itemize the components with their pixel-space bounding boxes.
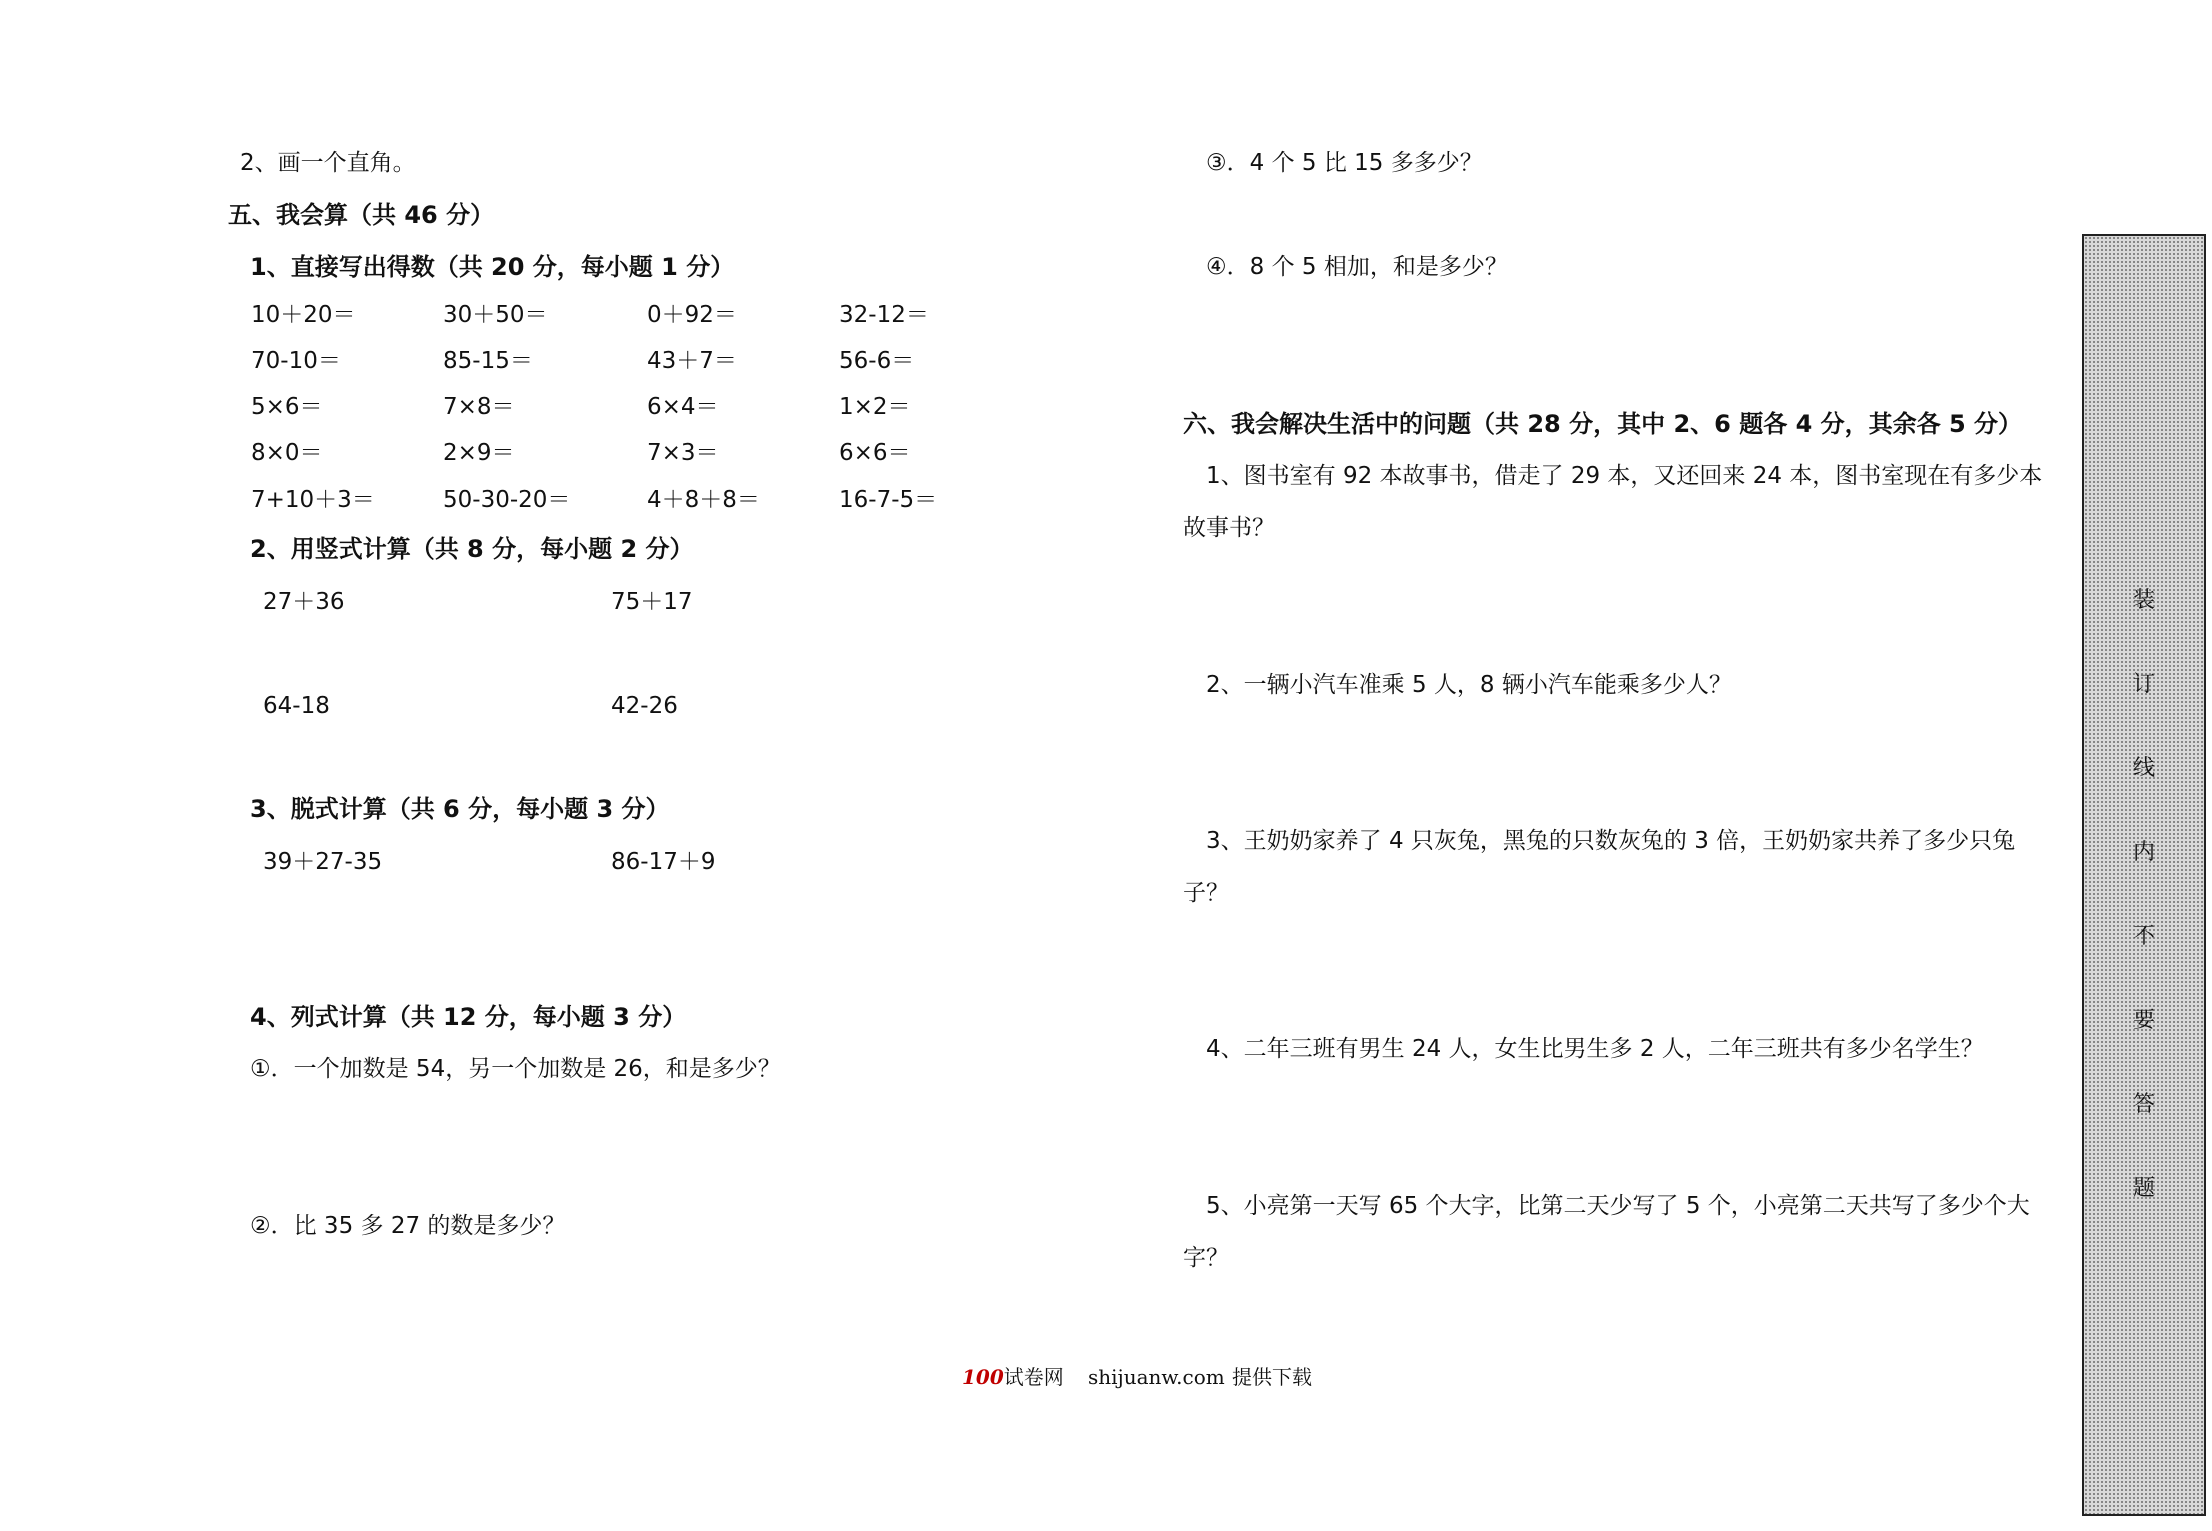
- word-question-2: ②．比 35 多 27 的数是多少？: [250, 1213, 566, 1239]
- oral-item: 85-15＝: [443, 348, 533, 374]
- binding-char: 订: [2132, 672, 2155, 697]
- oral-item: 32-12＝: [839, 302, 929, 328]
- footer-logo: [962, 1364, 1064, 1390]
- binding-char: 线: [2132, 756, 2155, 781]
- problem-2: 2、一辆小汽车准乘 5 人，8 辆小汽车能乘多少人？: [1206, 672, 1732, 698]
- oral-item: 43＋7＝: [647, 348, 737, 374]
- oral-item: 6×6＝: [839, 440, 911, 466]
- oral-item: 0＋92＝: [647, 302, 737, 328]
- oral-item: 2×9＝: [443, 440, 515, 466]
- binding-char: 题: [2132, 1176, 2155, 1201]
- word-question-1: ①．一个加数是 54，另一个加数是 26，和是多少？: [250, 1056, 781, 1082]
- stepwise-item: 39＋27-35: [263, 849, 383, 875]
- problem-1-line-1: 1、图书室有 92 本故事书，借走了 29 本，又还回来 24 本，图书室现在有多少本: [1206, 463, 2043, 489]
- oral-item: 6×4＝: [647, 394, 719, 420]
- oral-item: 10＋20＝: [251, 302, 356, 328]
- section-5-title: 五、我会算（共 46 分）: [228, 201, 495, 229]
- binding-strip: [2082, 234, 2206, 1516]
- oral-item: 70-10＝: [251, 348, 341, 374]
- oral-item: 5×6＝: [251, 394, 323, 420]
- oral-item: 7×3＝: [647, 440, 719, 466]
- draw-right-angle-question: 2、画一个直角。: [240, 150, 416, 176]
- oral-item: 8×0＝: [251, 440, 323, 466]
- vertical-item: 27＋36: [263, 589, 345, 615]
- oral-item: 16-7-5＝: [839, 487, 938, 513]
- binding-char: 装: [2132, 588, 2155, 613]
- word-question-4: ④．8 个 5 相加，和是多少？: [1206, 254, 1508, 280]
- logo-number: 100: [962, 1365, 1004, 1389]
- footer-provide: 提供下载: [1232, 1365, 1312, 1389]
- oral-item: 1×2＝: [839, 394, 911, 420]
- problem-1-line-2: 故事书？: [1183, 515, 1275, 541]
- binding-char: 内: [2132, 840, 2155, 865]
- binding-char: 不: [2132, 924, 2155, 949]
- part-1-title: 1、直接写出得数（共 20 分，每小题 1 分）: [250, 253, 735, 281]
- oral-item: 50-30-20＝: [443, 487, 571, 513]
- vertical-item: 75＋17: [611, 589, 693, 615]
- vertical-item: 64-18: [263, 693, 330, 719]
- part-3-title: 3、脱式计算（共 6 分，每小题 3 分）: [250, 795, 670, 823]
- oral-item: 30＋50＝: [443, 302, 548, 328]
- oral-item: 7+10＋3＝: [251, 487, 375, 513]
- footer-site: shijuanw.com: [1088, 1365, 1225, 1389]
- stepwise-item: 86-17＋9: [611, 849, 716, 875]
- oral-item: 4＋8＋8＝: [647, 487, 760, 513]
- problem-4: 4、二年三班有男生 24 人，女生比男生多 2 人，二年三班共有多少名学生？: [1206, 1036, 1984, 1062]
- section-6-title: 六、我会解决生活中的问题（共 28 分，其中 2、6 题各 4 分，其余各 5 分）: [1183, 410, 2023, 438]
- binding-char: 要: [2132, 1008, 2155, 1033]
- part-4-title: 4、列式计算（共 12 分，每小题 3 分）: [250, 1003, 687, 1031]
- problem-3-line-2: 子？: [1183, 880, 1229, 906]
- logo-text: 试卷网: [1003, 1365, 1064, 1389]
- part-2-title: 2、用竖式计算（共 8 分，每小题 2 分）: [250, 535, 694, 563]
- vertical-item: 42-26: [611, 693, 678, 719]
- oral-item: 56-6＝: [839, 348, 915, 374]
- problem-3-line-1: 3、王奶奶家养了 4 只灰兔，黑兔的只数灰兔的 3 倍，王奶奶家共养了多少只兔: [1206, 828, 2016, 854]
- binding-char: 答: [2132, 1092, 2155, 1117]
- problem-5-line-1: 5、小亮第一天写 65 个大字，比第二天少写了 5 个，小亮第二天共写了多少个大: [1206, 1193, 2030, 1219]
- word-question-3: ③．4 个 5 比 15 多多少？: [1206, 150, 1483, 176]
- problem-5-line-2: 字？: [1183, 1245, 1229, 1271]
- oral-item: 7×8＝: [443, 394, 515, 420]
